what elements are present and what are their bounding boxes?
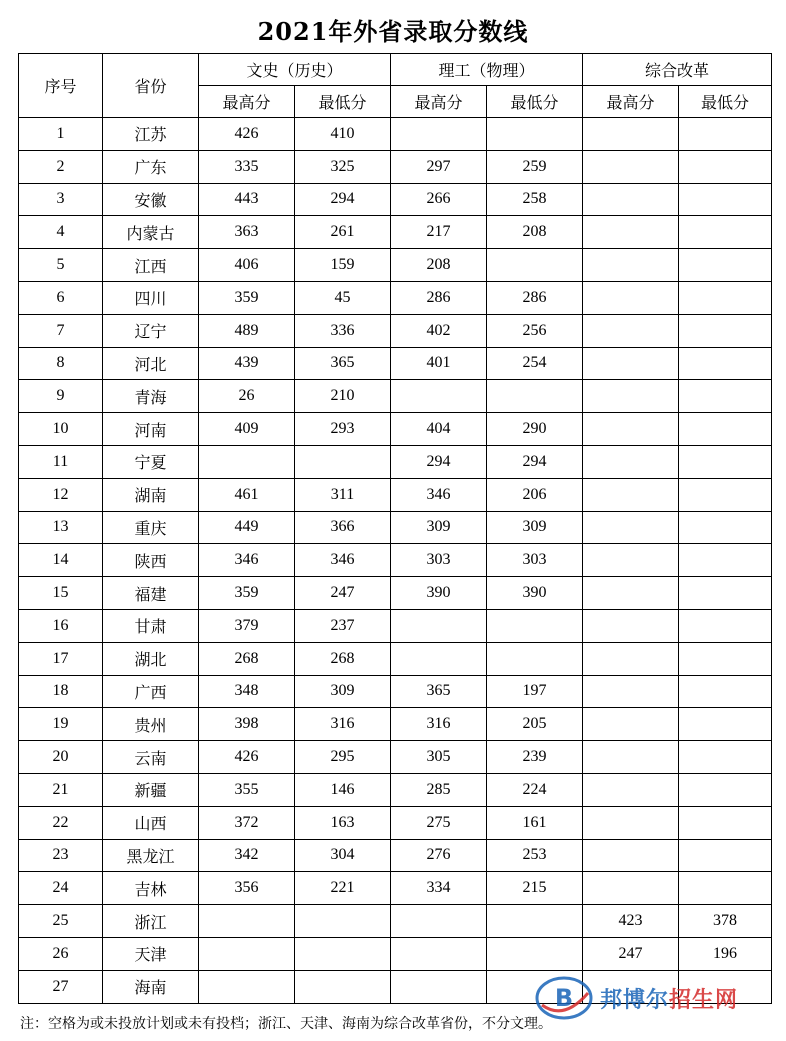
cell-science-max: 402 <box>391 314 487 347</box>
table-row <box>19 216 772 249</box>
cell-science-min <box>487 905 583 938</box>
cell-index: 8 <box>19 347 103 380</box>
cell-liberal-max: 355 <box>199 773 295 806</box>
cell-reform-min <box>679 347 772 380</box>
cell-liberal-min <box>295 445 391 478</box>
cell-reform-max <box>583 741 679 774</box>
cell-index: 9 <box>19 380 103 413</box>
cell-science-max: 297 <box>391 150 487 183</box>
cell-science-min: 215 <box>487 872 583 905</box>
cell-liberal-min: 146 <box>295 773 391 806</box>
cell-liberal-min: 336 <box>295 314 391 347</box>
cell-province: 河南 <box>103 413 199 446</box>
table-row <box>19 609 772 642</box>
cell-liberal-min: 293 <box>295 413 391 446</box>
cell-reform-min <box>679 708 772 741</box>
watermark-text-1: 邦博尔 <box>600 988 670 1013</box>
cell-science-min: 205 <box>487 708 583 741</box>
cell-liberal-max: 268 <box>199 642 295 675</box>
header-row-1 <box>19 54 772 86</box>
cell-reform-min <box>679 216 772 249</box>
cell-liberal-max: 426 <box>199 741 295 774</box>
cell-index: 23 <box>19 839 103 872</box>
cell-science-max: 305 <box>391 741 487 774</box>
table-row <box>19 478 772 511</box>
cell-science-max: 286 <box>391 281 487 314</box>
cell-index: 2 <box>19 150 103 183</box>
cell-reform-min <box>679 577 772 610</box>
cell-liberal-max: 439 <box>199 347 295 380</box>
cell-reform-max <box>583 839 679 872</box>
table-row <box>19 118 772 151</box>
cell-science-min: 206 <box>487 478 583 511</box>
table-body <box>19 118 772 1004</box>
cell-science-max <box>391 970 487 1003</box>
table-row <box>19 773 772 806</box>
cell-liberal-max: 461 <box>199 478 295 511</box>
logo-b-icon <box>534 975 594 1021</box>
cell-index: 3 <box>19 183 103 216</box>
cell-reform-min: 196 <box>679 937 772 970</box>
cell-science-min: 208 <box>487 216 583 249</box>
cell-science-min: 224 <box>487 773 583 806</box>
cell-province: 重庆 <box>103 511 199 544</box>
cell-province: 四川 <box>103 281 199 314</box>
cell-reform-min <box>679 183 772 216</box>
table-row <box>19 708 772 741</box>
cell-province: 安徽 <box>103 183 199 216</box>
cell-science-min: 239 <box>487 741 583 774</box>
cell-liberal-min <box>295 905 391 938</box>
cell-index: 5 <box>19 249 103 282</box>
cell-liberal-min: 311 <box>295 478 391 511</box>
table-row <box>19 937 772 970</box>
table-row <box>19 347 772 380</box>
cell-liberal-min <box>295 937 391 970</box>
table-row <box>19 872 772 905</box>
cell-liberal-min: 410 <box>295 118 391 151</box>
cell-liberal-min: 221 <box>295 872 391 905</box>
cell-index: 11 <box>19 445 103 478</box>
cell-province: 湖北 <box>103 642 199 675</box>
cell-science-max: 276 <box>391 839 487 872</box>
cell-index: 4 <box>19 216 103 249</box>
cell-index: 25 <box>19 905 103 938</box>
cell-liberal-max: 359 <box>199 577 295 610</box>
cell-science-min: 290 <box>487 413 583 446</box>
cell-province: 云南 <box>103 741 199 774</box>
cell-liberal-max: 398 <box>199 708 295 741</box>
cell-index: 22 <box>19 806 103 839</box>
cell-liberal-min: 163 <box>295 806 391 839</box>
cell-liberal-max <box>199 937 295 970</box>
cell-province: 山西 <box>103 806 199 839</box>
table-row <box>19 413 772 446</box>
table-row <box>19 150 772 183</box>
table-row <box>19 741 772 774</box>
cell-province: 浙江 <box>103 905 199 938</box>
cell-reform-max <box>583 544 679 577</box>
svg-text:B: B <box>554 984 574 1012</box>
cell-liberal-max: 348 <box>199 675 295 708</box>
cell-province: 陕西 <box>103 544 199 577</box>
cell-liberal-max: 489 <box>199 314 295 347</box>
cell-science-max: 294 <box>391 445 487 478</box>
cell-science-max: 316 <box>391 708 487 741</box>
cell-index: 19 <box>19 708 103 741</box>
cell-liberal-min: 295 <box>295 741 391 774</box>
cell-province: 黑龙江 <box>103 839 199 872</box>
cell-reform-min <box>679 249 772 282</box>
cell-reform-min <box>679 741 772 774</box>
cell-science-min <box>487 937 583 970</box>
cell-reform-min <box>679 773 772 806</box>
cell-reform-max: 423 <box>583 905 679 938</box>
page-title: 2021年外省录取分数线 <box>257 17 529 46</box>
cell-science-min <box>487 642 583 675</box>
cell-province: 福建 <box>103 577 199 610</box>
cell-liberal-max: 342 <box>199 839 295 872</box>
header-max: 最高分 <box>391 86 487 118</box>
cell-index: 6 <box>19 281 103 314</box>
cell-reform-min: 378 <box>679 905 772 938</box>
cell-province: 内蒙古 <box>103 216 199 249</box>
cell-province: 新疆 <box>103 773 199 806</box>
cell-reform-max <box>583 413 679 446</box>
cell-liberal-min: 237 <box>295 609 391 642</box>
table-row <box>19 380 772 413</box>
cell-reform-min <box>679 150 772 183</box>
cell-liberal-min: 261 <box>295 216 391 249</box>
cell-science-max: 208 <box>391 249 487 282</box>
cell-science-min <box>487 118 583 151</box>
cell-science-min: 309 <box>487 511 583 544</box>
table-row <box>19 577 772 610</box>
cell-reform-min <box>679 675 772 708</box>
cell-province: 贵州 <box>103 708 199 741</box>
cell-reform-min <box>679 609 772 642</box>
cell-science-max: 303 <box>391 544 487 577</box>
cell-science-max: 266 <box>391 183 487 216</box>
table-row <box>19 806 772 839</box>
cell-liberal-max <box>199 970 295 1003</box>
cell-liberal-max: 379 <box>199 609 295 642</box>
cell-reform-max <box>583 347 679 380</box>
cell-reform-max <box>583 675 679 708</box>
cell-science-max <box>391 118 487 151</box>
cell-science-min: 303 <box>487 544 583 577</box>
cell-liberal-min: 309 <box>295 675 391 708</box>
footnote: 注：空格为或未投放计划或未有投档；浙江、天津、海南为综合改革省份，不分文理。 <box>20 1016 552 1032</box>
cell-index: 24 <box>19 872 103 905</box>
cell-province: 青海 <box>103 380 199 413</box>
cell-reform-max <box>583 380 679 413</box>
cell-reform-min <box>679 872 772 905</box>
cell-liberal-min: 210 <box>295 380 391 413</box>
cell-science-min: 258 <box>487 183 583 216</box>
cell-liberal-max <box>199 905 295 938</box>
cell-science-max: 365 <box>391 675 487 708</box>
cell-reform-min <box>679 806 772 839</box>
cell-reform-min <box>679 544 772 577</box>
cell-liberal-max: 372 <box>199 806 295 839</box>
score-table <box>18 53 772 1004</box>
cell-science-max: 217 <box>391 216 487 249</box>
cell-liberal-max: 359 <box>199 281 295 314</box>
cell-liberal-min <box>295 970 391 1003</box>
cell-reform-max <box>583 708 679 741</box>
cell-reform-max <box>583 445 679 478</box>
cell-science-min: 259 <box>487 150 583 183</box>
cell-index: 10 <box>19 413 103 446</box>
cell-reform-min <box>679 380 772 413</box>
cell-science-min: 256 <box>487 314 583 347</box>
cell-liberal-min: 316 <box>295 708 391 741</box>
header-max: 最高分 <box>583 86 679 118</box>
header-group-science: 理工（物理） <box>391 54 583 86</box>
cell-science-min: 197 <box>487 675 583 708</box>
table-row <box>19 544 772 577</box>
cell-reform-min <box>679 511 772 544</box>
cell-province: 江苏 <box>103 118 199 151</box>
cell-reform-max <box>583 609 679 642</box>
cell-index: 7 <box>19 314 103 347</box>
cell-reform-min <box>679 839 772 872</box>
cell-province: 天津 <box>103 937 199 970</box>
cell-liberal-min: 365 <box>295 347 391 380</box>
cell-liberal-max: 26 <box>199 380 295 413</box>
cell-reform-min <box>679 314 772 347</box>
cell-reform-max <box>583 577 679 610</box>
cell-reform-max <box>583 642 679 675</box>
cell-index: 21 <box>19 773 103 806</box>
cell-province: 辽宁 <box>103 314 199 347</box>
cell-liberal-max: 356 <box>199 872 295 905</box>
cell-reform-max: 247 <box>583 937 679 970</box>
cell-reform-max <box>583 281 679 314</box>
cell-reform-min <box>679 281 772 314</box>
table-row <box>19 839 772 872</box>
table-row <box>19 281 772 314</box>
table-row <box>19 183 772 216</box>
cell-province: 广东 <box>103 150 199 183</box>
cell-science-max: 285 <box>391 773 487 806</box>
cell-science-max: 309 <box>391 511 487 544</box>
cell-reform-min <box>679 445 772 478</box>
cell-province: 宁夏 <box>103 445 199 478</box>
cell-science-max <box>391 609 487 642</box>
cell-index: 16 <box>19 609 103 642</box>
cell-science-min: 253 <box>487 839 583 872</box>
cell-science-max: 390 <box>391 577 487 610</box>
cell-province: 江西 <box>103 249 199 282</box>
cell-liberal-max: 426 <box>199 118 295 151</box>
header-min: 最低分 <box>295 86 391 118</box>
cell-liberal-max: 409 <box>199 413 295 446</box>
cell-index: 15 <box>19 577 103 610</box>
cell-reform-max <box>583 806 679 839</box>
header-max: 最高分 <box>199 86 295 118</box>
table-row <box>19 314 772 347</box>
cell-reform-min <box>679 413 772 446</box>
cell-science-max: 404 <box>391 413 487 446</box>
cell-reform-min <box>679 642 772 675</box>
cell-science-min: 161 <box>487 806 583 839</box>
cell-science-min <box>487 609 583 642</box>
cell-liberal-min: 304 <box>295 839 391 872</box>
cell-science-max: 346 <box>391 478 487 511</box>
cell-science-min: 254 <box>487 347 583 380</box>
table-row <box>19 511 772 544</box>
cell-liberal-max: 449 <box>199 511 295 544</box>
cell-province: 吉林 <box>103 872 199 905</box>
cell-reform-max <box>583 183 679 216</box>
cell-index: 14 <box>19 544 103 577</box>
header-min: 最低分 <box>487 86 583 118</box>
cell-liberal-min: 159 <box>295 249 391 282</box>
watermark-text <box>600 983 738 1014</box>
cell-science-max <box>391 380 487 413</box>
cell-index: 13 <box>19 511 103 544</box>
cell-liberal-max: 406 <box>199 249 295 282</box>
cell-reform-max <box>583 118 679 151</box>
cell-science-min <box>487 380 583 413</box>
table-row <box>19 445 772 478</box>
header-group-liberal-arts: 文史（历史） <box>199 54 391 86</box>
cell-liberal-min: 366 <box>295 511 391 544</box>
cell-province: 广西 <box>103 675 199 708</box>
cell-liberal-min: 325 <box>295 150 391 183</box>
cell-province: 甘肃 <box>103 609 199 642</box>
header-group-reform: 综合改革 <box>583 54 772 86</box>
cell-science-max <box>391 937 487 970</box>
cell-science-min: 294 <box>487 445 583 478</box>
cell-reform-max <box>583 511 679 544</box>
table-row <box>19 249 772 282</box>
table-row <box>19 905 772 938</box>
table-row <box>19 642 772 675</box>
cell-index: 1 <box>19 118 103 151</box>
cell-liberal-max <box>199 445 295 478</box>
header-province: 省份 <box>103 54 199 118</box>
cell-liberal-max: 335 <box>199 150 295 183</box>
cell-reform-max <box>583 478 679 511</box>
header-min: 最低分 <box>679 86 772 118</box>
cell-province: 海南 <box>103 970 199 1003</box>
cell-reform-max <box>583 773 679 806</box>
cell-liberal-max: 346 <box>199 544 295 577</box>
cell-liberal-min: 268 <box>295 642 391 675</box>
cell-liberal-min: 294 <box>295 183 391 216</box>
cell-science-max <box>391 642 487 675</box>
cell-province: 河北 <box>103 347 199 380</box>
cell-science-min: 286 <box>487 281 583 314</box>
cell-reform-max <box>583 150 679 183</box>
cell-index: 17 <box>19 642 103 675</box>
cell-liberal-min: 45 <box>295 281 391 314</box>
cell-reform-max <box>583 314 679 347</box>
cell-index: 12 <box>19 478 103 511</box>
cell-index: 20 <box>19 741 103 774</box>
cell-science-min <box>487 249 583 282</box>
cell-reform-max <box>583 249 679 282</box>
cell-index: 27 <box>19 970 103 1003</box>
table-row <box>19 675 772 708</box>
header-index: 序号 <box>19 54 103 118</box>
cell-index: 26 <box>19 937 103 970</box>
cell-science-min: 390 <box>487 577 583 610</box>
cell-science-max: 334 <box>391 872 487 905</box>
cell-index: 18 <box>19 675 103 708</box>
cell-reform-max <box>583 216 679 249</box>
cell-reform-max <box>583 872 679 905</box>
cell-science-max: 401 <box>391 347 487 380</box>
cell-liberal-min: 346 <box>295 544 391 577</box>
cell-science-max: 275 <box>391 806 487 839</box>
cell-province: 湖南 <box>103 478 199 511</box>
cell-liberal-min: 247 <box>295 577 391 610</box>
cell-science-max <box>391 905 487 938</box>
cell-liberal-max: 363 <box>199 216 295 249</box>
cell-reform-min <box>679 478 772 511</box>
watermark-text-2: 招生网 <box>669 988 739 1013</box>
cell-liberal-max: 443 <box>199 183 295 216</box>
cell-reform-min <box>679 118 772 151</box>
watermark <box>534 975 774 1021</box>
